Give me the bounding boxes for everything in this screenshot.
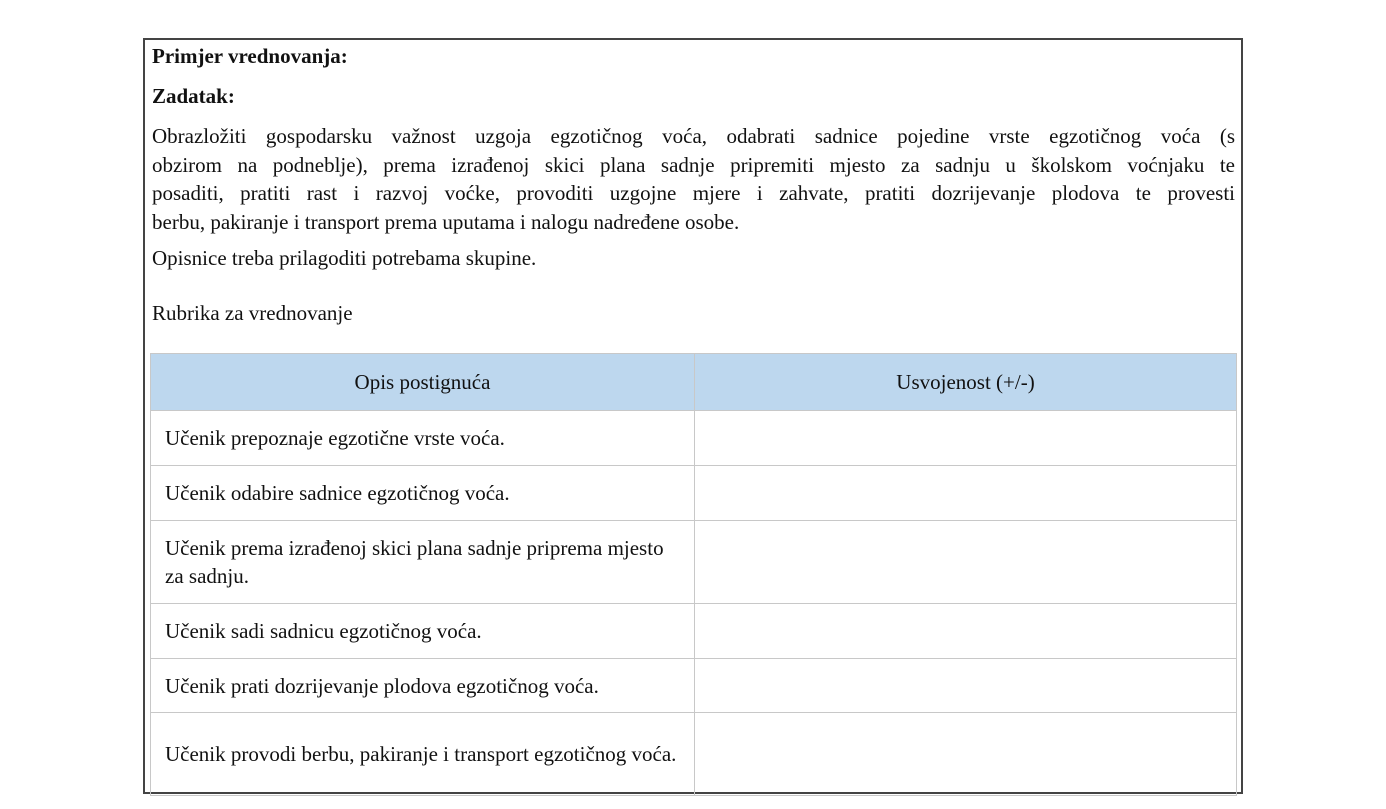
task-line: posaditi, pratiti rast i razvoj voćke, provoditi uzgojne mjere i zahvate, pratiti dozrijevanje plodova te provesti [152,181,1235,205]
row-description: Učenik prema izrađenoj skici plana sadnje priprema mjesto za sadnju. [151,521,695,604]
section-title: Primjer vrednovanja: [152,44,348,68]
table-row [151,659,1237,713]
row-adoption-cell[interactable] [695,713,1237,796]
table-row [151,604,1237,659]
table-row [151,466,1237,521]
task-description [152,122,1235,236]
row-adoption-cell[interactable] [695,521,1237,604]
row-adoption-cell[interactable] [695,466,1237,521]
row-description: Učenik odabire sadnice egzotičnog voća. [151,466,695,521]
row-adoption-cell[interactable] [695,659,1237,713]
rubric-label: Rubrika za vrednovanje [152,301,353,325]
note-text: Opisnice treba prilagoditi potrebama skupine. [152,246,537,270]
header-description: Opis postignuća [151,354,695,411]
row-adoption-cell[interactable] [695,604,1237,659]
row-description: Učenik prati dozrijevanje plodova egzotičnog voća. [151,659,695,713]
evaluation-example-box [143,38,1243,794]
task-line: Obrazložiti gospodarsku važnost uzgoja egzotičnog voća, odabrati sadnice pojedine vrste egzotičnog voća (s [152,124,1235,148]
table-row [151,411,1237,466]
row-adoption-cell[interactable] [695,411,1237,466]
row-description: Učenik sadi sadnicu egzotičnog voća. [151,604,695,659]
task-line: berbu, pakiranje i transport prema uputama i nalogu nadređene osobe. [152,209,740,234]
task-line: obzirom na podneblje), prema izrađenoj skici plana sadnje pripremiti mjesto za sadnju u školskom voćnjaku te [152,152,1235,177]
header-adoption: Usvojenost (+/-) [695,354,1237,411]
table-row [151,713,1237,796]
table-row [151,521,1237,604]
row-description: Učenik prepoznaje egzotične vrste voća. [151,411,695,466]
rubric-table [150,353,1237,796]
task-heading: Zadatak: [152,84,235,108]
row-description: Učenik provodi berbu, pakiranje i transport egzotičnog voća. [151,713,695,796]
